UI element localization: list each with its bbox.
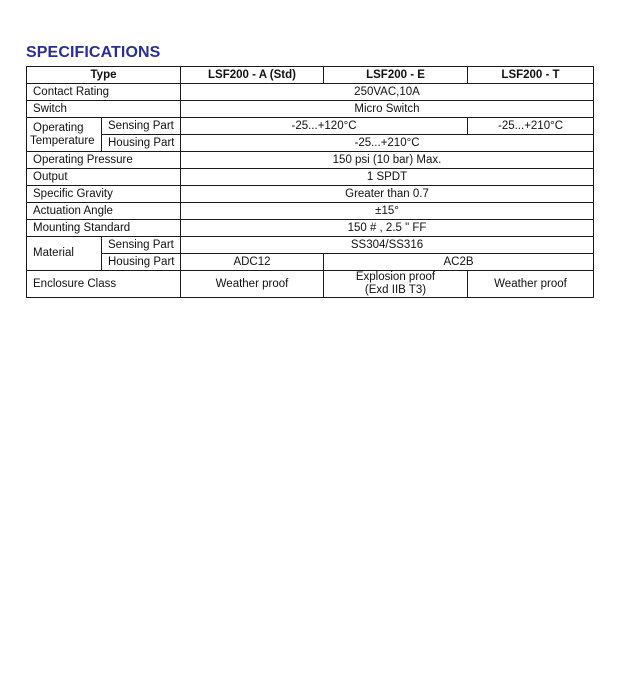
table-row-operating-temperature-sensing	[27, 118, 594, 135]
material-sensing-part-label: Sensing Part	[102, 237, 181, 254]
output-label: Output	[27, 169, 181, 186]
table-row-switch	[27, 101, 594, 118]
table-row-output	[27, 169, 594, 186]
header-type: Type	[27, 67, 181, 84]
material-housing-et-value: AC2B	[324, 254, 594, 271]
enclosure-t-value: Weather proof	[468, 271, 594, 298]
material-sensing-value: SS304/SS316	[181, 237, 594, 254]
material-housing-part-label: Housing Part	[102, 254, 181, 271]
temperature-sensing-ae-value: -25...+120°C	[181, 118, 468, 135]
enclosure-class-label: Enclosure Class	[27, 271, 181, 298]
table-row-operating-pressure	[27, 152, 594, 169]
temperature-housing-value: -25...+210°C	[181, 135, 594, 152]
specifications-table	[26, 66, 594, 298]
enclosure-e-value-line1: Explosion proof	[355, 271, 436, 283]
table-row-actuation-angle	[27, 203, 594, 220]
temperature-housing-part-label: Housing Part	[102, 135, 181, 152]
specific-gravity-label: Specific Gravity	[27, 186, 181, 203]
switch-label: Switch	[27, 101, 181, 118]
contact-rating-label: Contact Rating	[27, 84, 181, 101]
specific-gravity-value: Greater than 0.7	[181, 186, 594, 203]
material-housing-a-value: ADC12	[181, 254, 324, 271]
actuation-angle-label: Actuation Angle	[27, 203, 181, 220]
table-row-material-housing	[27, 254, 594, 271]
contact-rating-value: 250VAC,10A	[181, 84, 594, 101]
operating-pressure-value: 150 psi (10 bar) Max.	[181, 152, 594, 169]
temperature-sensing-part-label: Sensing Part	[102, 118, 181, 135]
table-row-operating-temperature-housing	[27, 135, 594, 152]
table-row-specific-gravity	[27, 186, 594, 203]
page-title: SPECIFICATIONS	[26, 44, 161, 61]
operating-temperature-label-line2: Temperature	[30, 134, 95, 147]
enclosure-e-value-line2: (Exd IIB T3)	[364, 284, 427, 296]
operating-temperature-label	[27, 118, 102, 152]
header-lsf200-a: LSF200 - A (Std)	[181, 67, 324, 84]
mounting-standard-value: 150 # , 2.5 " FF	[181, 220, 594, 237]
temperature-sensing-t-value: -25...+210°C	[468, 118, 594, 135]
actuation-angle-value: ±15°	[181, 203, 594, 220]
material-label: Material	[27, 237, 102, 271]
output-value: 1 SPDT	[181, 169, 594, 186]
table-row-contact-rating	[27, 84, 594, 101]
switch-value: Micro Switch	[181, 101, 594, 118]
operating-temperature-label-line1: Operating	[33, 121, 84, 134]
table-row-mounting-standard	[27, 220, 594, 237]
table-header-row	[27, 67, 594, 84]
mounting-standard-label: Mounting Standard	[27, 220, 181, 237]
header-lsf200-t: LSF200 - T	[468, 67, 594, 84]
header-lsf200-e: LSF200 - E	[324, 67, 468, 84]
enclosure-a-value: Weather proof	[181, 271, 324, 298]
operating-pressure-label: Operating Pressure	[27, 152, 181, 169]
table-row-enclosure-class	[27, 271, 594, 298]
table-row-material-sensing	[27, 237, 594, 254]
enclosure-e-value	[324, 271, 468, 298]
